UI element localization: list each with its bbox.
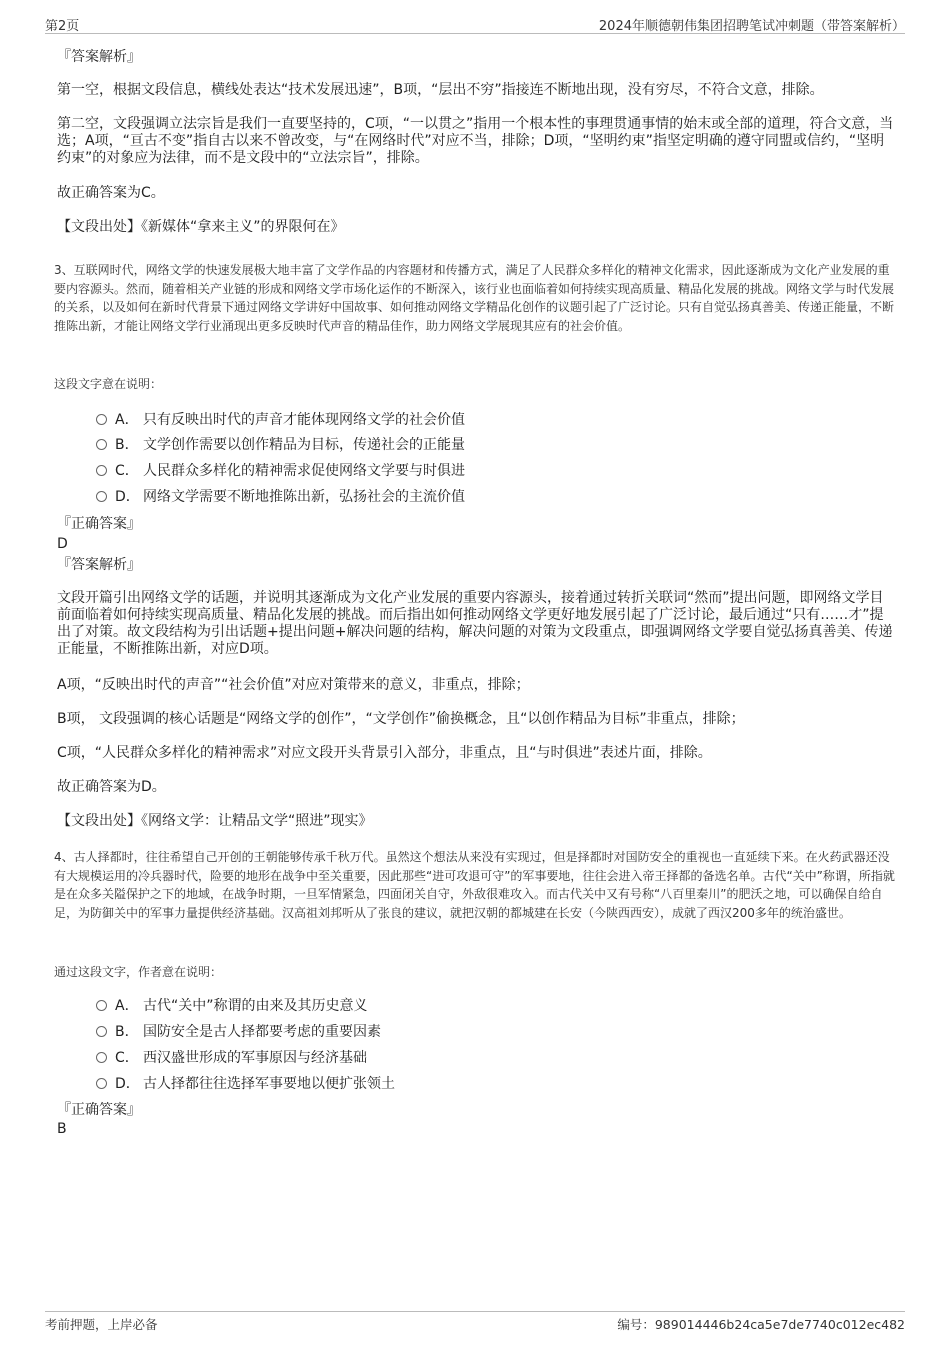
q3-answer: D [57, 536, 68, 552]
q3-stem: 3、互联网时代，网络文学的快速发展极大地丰富了文学作品的内容题材和传播方式，满足了人民群众多样化的精神文化需求，因此逐渐成为文化产业发展的重要内容源头。然而，随着相关产业链的形成和网络文学市场化运作的不断深入，该行业也面临着如何持续实现高质量、精品化发展的挑战。网络文学与时代发展的关系，以及如何在新时代背景下通过网络文学讲好中国故事、如何推动网络文学精品化创作的议题引起了广泛讨论。只有自觉弘扬真善美、传递正能量，不断推陈出新，才能让网络文学行业涌现出更多反映时代声音的精品佳作，助力网络文学展现其应有的社会价值。 [54, 263, 895, 333]
option-letter: D． [115, 1076, 140, 1092]
q3-analysis-p1: 文段开篇引出网络文学的话题，并说明其逐渐成为文化产业发展的重要内容源头，接着通过转折关联词“然而”提出问题，即网络文学目前面临着如何持续实现高质量、精品化发展的挑战。而后指出如何推动网络文学更好地发展引起了广泛讨论，最后通过“只有……才”提出了对策。故文段结构为引出话题+提出问题+解决问题的结构，解决问题的对策为文段重点，即强调网络文学要自觉弘扬真善美、传递正能量，不断推陈出新，对应D项。 [57, 590, 893, 657]
q4-stem: 4、古人择都时，往往希望自己开创的王朝能够传承千秋万代。虽然这个想法从来没有实现过，但是择都时对国防安全的重视也一直延续下来。在火药武器还没有大规模运用的冷兵器时代，险要的地形在战争中至关重要，因此那些“进可攻退可守”的军事要地，往往会进入帝王择都的备选名单。古代“关中”称谓，所指就是在众多关隘保护之下的地域，在战争时期，一旦军情紧急，四面闭关自守，外敌很难攻入。而古代关中又有号称“八百里秦川”的肥沃之地，可以确保自给自足，为防御关中的军事力量提供经济基础。汉高祖刘邦听从了张良的建议，就把汉朝的都城建在长安（今陕西西安），成就了西汉200多年的统治盛世。 [54, 850, 895, 920]
option-letter: A． [115, 998, 139, 1014]
option-letter: B． [115, 1024, 139, 1040]
q4-answer: B [57, 1121, 67, 1137]
option-text: 国防安全是古人择都要考虑的重要因素 [143, 1024, 381, 1040]
option-text: 西汉盛世形成的军事原因与经济基础 [143, 1050, 367, 1066]
q3-analysis-p2: A项，“反映出时代的声音”“社会价值”对应对策带来的意义，非重点，排除； [57, 677, 530, 693]
document-title: 2024年顺德朝伟集团招聘笔试冲刺题（带答案解析） [598, 19, 905, 34]
option-text: 文学创作需要以创作精品为目标，传递社会的正能量 [143, 437, 465, 453]
option-text: 人民群众多样化的精神需求促使网络文学要与时俱进 [143, 463, 465, 479]
page-footer [45, 1311, 905, 1334]
radio-icon[interactable] [96, 414, 107, 425]
q3-conclusion: 故正确答案为D。 [57, 779, 166, 795]
q3-answer-label: 『正确答案』 [57, 516, 141, 532]
q2-analysis-label: 『答案解析』 [57, 49, 141, 65]
option-text: 古人择都往往选择军事要地以便扩张领土 [143, 1076, 395, 1092]
option-letter: B． [115, 437, 139, 453]
q3-analysis-p3: B项， 文段强调的核心话题是“网络文学的创作”，“文学创作”偷换概念，且“以创作精品为目标”非重点，排除； [57, 711, 745, 727]
radio-icon[interactable] [96, 1026, 107, 1037]
q3-option-c[interactable] [96, 462, 896, 480]
q4-prompt: 通过这段文字，作者意在说明： [54, 965, 223, 979]
q4-option-b[interactable] [96, 1023, 896, 1041]
q3-option-b[interactable] [96, 436, 896, 454]
q2-analysis-p2: 第二空，文段强调立法宗旨是我们一直要坚持的，C项，“一以贯之”指用一个根本性的事理贯通事情的始末或全部的道理，符合文意，当选；A项，“亘古不变”指自古以来不曾改变，与“在网络时代”对应不当，排除；D项，“坚明约束”指坚定明确的遵守同盟或信约，“坚明约束”的对象应为法律，而不是文段中的“立法宗旨”，排除。 [57, 116, 894, 166]
q3-prompt: 这段文字意在说明： [54, 377, 163, 391]
q3-option-a[interactable] [96, 411, 896, 429]
q3-source: 【文段出处】《网络文学：让精品文学“照进”现实》 [57, 813, 373, 829]
q2-conclusion: 故正确答案为C。 [57, 185, 165, 201]
option-text: 只有反映出时代的声音才能体现网络文学的社会价值 [143, 412, 465, 428]
radio-icon[interactable] [96, 465, 107, 476]
q3-analysis-p4: C项，“人民群众多样化的精神需求”对应文段开头背景引入部分，非重点，且“与时俱进”表述片面，排除。 [57, 745, 712, 761]
footer-slogan: 考前押题，上岸必备 [45, 1317, 158, 1332]
page-number: 第2页 [45, 19, 80, 34]
radio-icon[interactable] [96, 439, 107, 450]
q2-source: 【文段出处】《新媒体“拿来主义”的界限何在》 [57, 219, 345, 235]
option-letter: D． [115, 489, 140, 505]
option-text: 古代“关中”称谓的由来及其历史意义 [143, 998, 368, 1014]
q4-option-a[interactable] [96, 997, 896, 1015]
radio-icon[interactable] [96, 491, 107, 502]
q2-analysis-p1: 第一空，根据文段信息，横线处表达“技术发展迅速”，B项，“层出不穷”指接连不断地出现，没有穷尽，不符合文意，排除。 [57, 82, 824, 98]
q4-option-c[interactable] [96, 1049, 896, 1067]
q4-option-d[interactable] [96, 1075, 896, 1093]
radio-icon[interactable] [96, 1052, 107, 1063]
page-header [45, 13, 905, 34]
radio-icon[interactable] [96, 1078, 107, 1089]
document-id: 编号：989014446b24ca5e7de7740c012ec482 [617, 1317, 905, 1332]
option-letter: C． [115, 463, 139, 479]
option-letter: C． [115, 1050, 139, 1066]
q3-analysis-label: 『答案解析』 [57, 557, 141, 573]
radio-icon[interactable] [96, 1000, 107, 1011]
q3-option-d[interactable] [96, 488, 896, 506]
option-letter: A． [115, 412, 139, 428]
option-text: 网络文学需要不断地推陈出新，弘扬社会的主流价值 [143, 489, 465, 505]
q4-answer-label: 『正确答案』 [57, 1102, 141, 1118]
